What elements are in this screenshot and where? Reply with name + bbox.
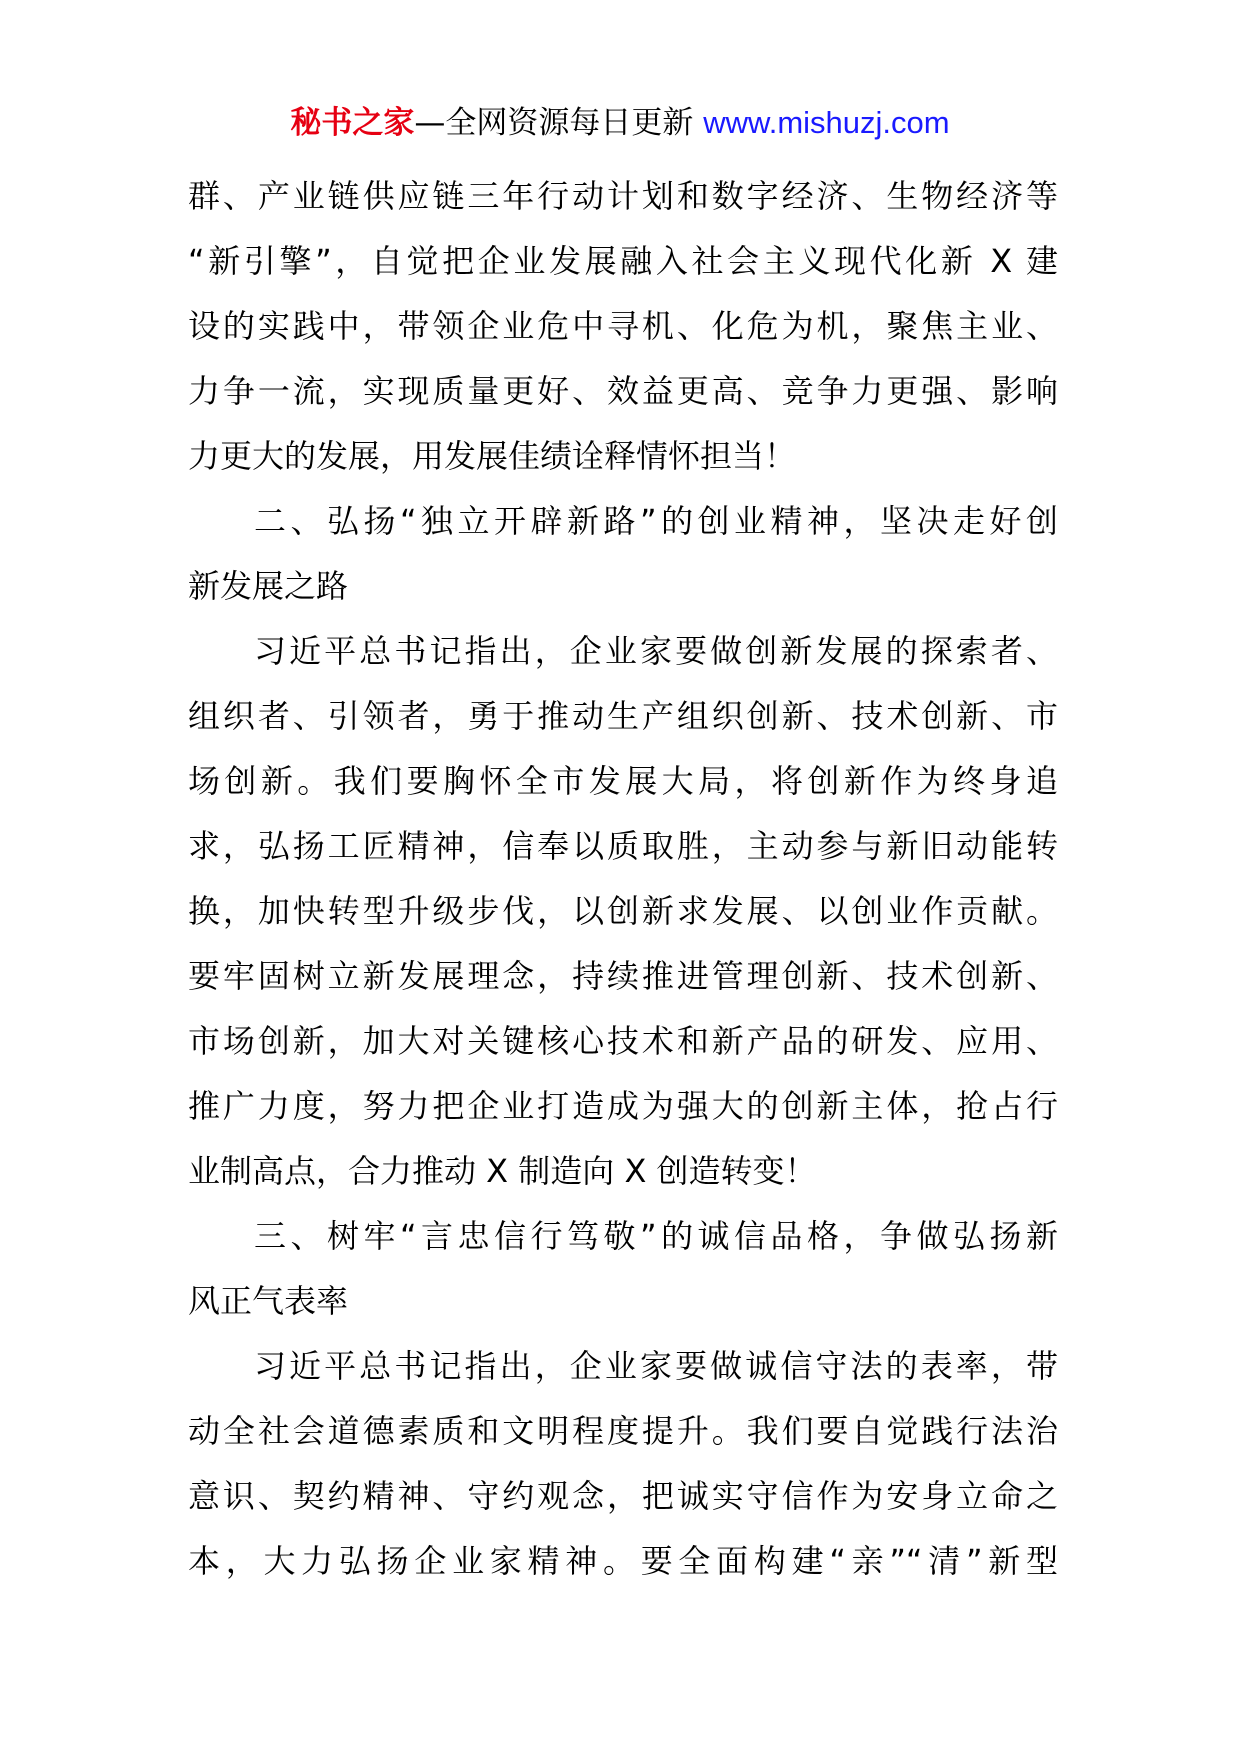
text-line: 业制高点，合力推动 X 制造向 X 创造转变！ [188, 1152, 817, 1190]
text-line: 场创新。我们要胸怀全市发展大局，将创新作为终身追 [188, 762, 1058, 800]
site-header [0, 98, 1240, 148]
text-line: 意识、契约精神、守约观念，把诚实守信作为安身立命之 [188, 1477, 1058, 1515]
document-body [188, 164, 1058, 1594]
text-line: 习近平总书记指出，企业家要做诚信守法的表率，带 [254, 1347, 1058, 1385]
site-brand: 秘书之家 [290, 105, 415, 141]
site-url-link[interactable]: www.mishuzj.com [703, 105, 950, 140]
text-line: 力更大的发展，用发展佳绩诠释情怀担当！ [188, 437, 797, 475]
text-line: 要牢固树立新发展理念，持续推进管理创新、技术创新、 [188, 957, 1058, 995]
site-tagline: —全网资源每日更新 [414, 105, 694, 141]
text-line: 市场创新，加大对关键核心技术和新产品的研发、应用、 [188, 1022, 1058, 1060]
text-line: 求，弘扬工匠精神，信奉以质取胜，主动参与新旧动能转 [188, 827, 1058, 865]
text-line: “新引擎”，自觉把企业发展融入社会主义现代化新 X 建 [188, 242, 1058, 280]
text-line: 群、产业链供应链三年行动计划和数字经济、生物经济等 [188, 177, 1058, 215]
text-line: 推广力度，努力把企业打造成为强大的创新主体，抢占行 [188, 1087, 1058, 1125]
text-line: 习近平总书记指出，企业家要做创新发展的探索者、 [254, 632, 1058, 670]
text-line: 换，加快转型升级步伐，以创新求发展、以创业作贡献。 [188, 892, 1058, 930]
text-line: 本，大力弘扬企业家精神。要全面构建“亲”“清”新型 [188, 1542, 1058, 1580]
text-line: 设的实践中，带领企业危中寻机、化危为机，聚焦主业、 [188, 307, 1058, 345]
section-heading-line: 新发展之路 [188, 567, 349, 605]
text-line: 动全社会道德素质和文明程度提升。我们要自觉践行法治 [188, 1412, 1058, 1450]
section-heading-line: 风正气表率 [188, 1282, 349, 1320]
section-heading-line: 三、树牢“言忠信行笃敬”的诚信品格，争做弘扬新 [254, 1217, 1058, 1255]
text-line: 组织者、引领者，勇于推动生产组织创新、技术创新、市 [188, 697, 1058, 735]
section-heading-line: 二、弘扬“独立开辟新路”的创业精神，坚决走好创 [254, 502, 1058, 540]
text-line: 力争一流，实现质量更好、效益更高、竞争力更强、影响 [188, 372, 1058, 410]
